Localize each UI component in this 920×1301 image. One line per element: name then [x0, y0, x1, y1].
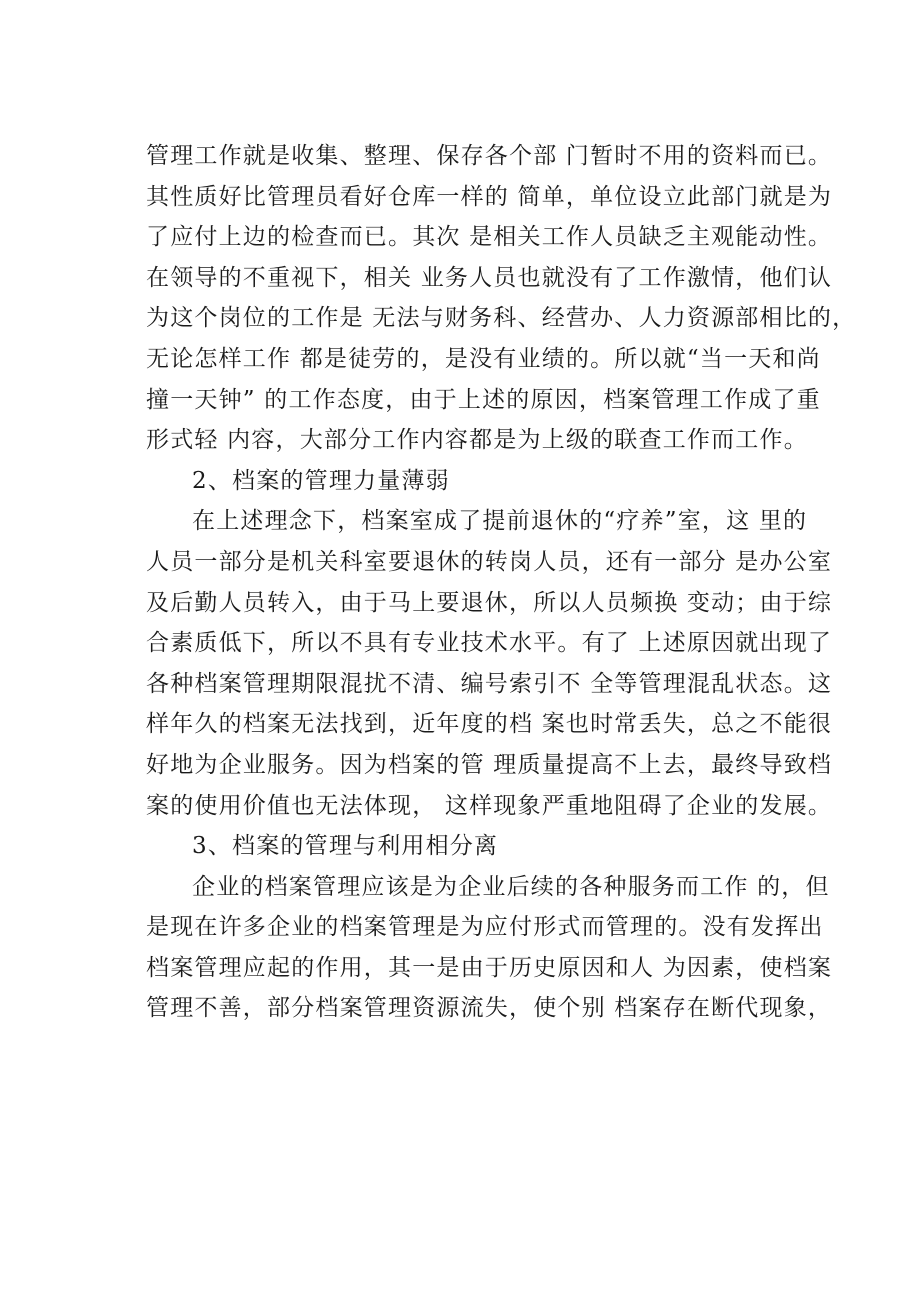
text-line: 无论怎样工作 都是徒劳的，是没有业绩的。所以就“当一天和尚	[146, 345, 821, 372]
text-line: 合素质低下，所以不具有专业技术水平。有了 上述原因就出现了	[146, 630, 833, 657]
text-line: 管理工作就是收集、整理、保存各个部 门暂时不用的资料而已。	[146, 143, 833, 169]
text-line: 好地为企业服务。因为档案的管 理质量提高不上去，最终导致档	[146, 751, 833, 778]
text-line: 形式轻 内容，大部分工作内容都是为上级的联查工作而工作。	[146, 427, 808, 454]
text-line: 在上述理念下，档案室成了提前退休的“疗养”室，这 里的	[192, 508, 808, 535]
text-line: 企业的档案管理应该是为企业后续的各种服务而工作 的，但	[192, 873, 830, 900]
text-line: 管理不善，部分档案管理资源流失，使个别 档案存在断代现象，	[146, 995, 833, 1022]
section-heading: 2、档案的管理力量薄弱	[192, 467, 450, 494]
text-line: 案的使用价值也无法体现， 这样现象严重地阻碍了企业的发展。	[146, 792, 833, 819]
text-line: 了应付上边的检查而已。其次 是相关工作人员缺乏主观能动性。	[146, 224, 833, 251]
text-line: 各种档案管理期限混扰不清、编号索引不 全等管理混乱状态。这	[146, 670, 833, 697]
text-line: 是现在许多企业的档案管理是为应付形式而管理的。没有发挥出	[146, 914, 824, 941]
section-heading: 3、档案的管理与利用相分离	[192, 833, 499, 860]
text-line: 其性质好比管理员看好仓库一样的 简单，单位设立此部门就是为	[146, 183, 833, 210]
text-line: 及后勤人员转入，由于马上要退休，所以人员频换 变动；由于综	[146, 589, 833, 616]
text-line: 在领导的不重视下，相关 业务人员也就没有了工作激情，他们认	[146, 264, 833, 291]
text-line: 撞一天钟” 的工作态度，由于上述的原因，档案管理工作成了重	[146, 386, 821, 413]
body-text	[146, 136, 857, 1029]
text-line: 档案管理应起的作用，其一是由于历史原因和人 为因素，使档案	[146, 954, 833, 981]
text-line: 人员一部分是机关科室要退休的转岗人员，还有一部分 是办公室	[146, 548, 833, 575]
text-line: 为这个岗位的工作是 无法与财务科、经营办、人力资源部相比的，	[146, 305, 857, 332]
text-line: 样年久的档案无法找到，近年度的档 案也时常丢失，总之不能很	[146, 711, 833, 738]
